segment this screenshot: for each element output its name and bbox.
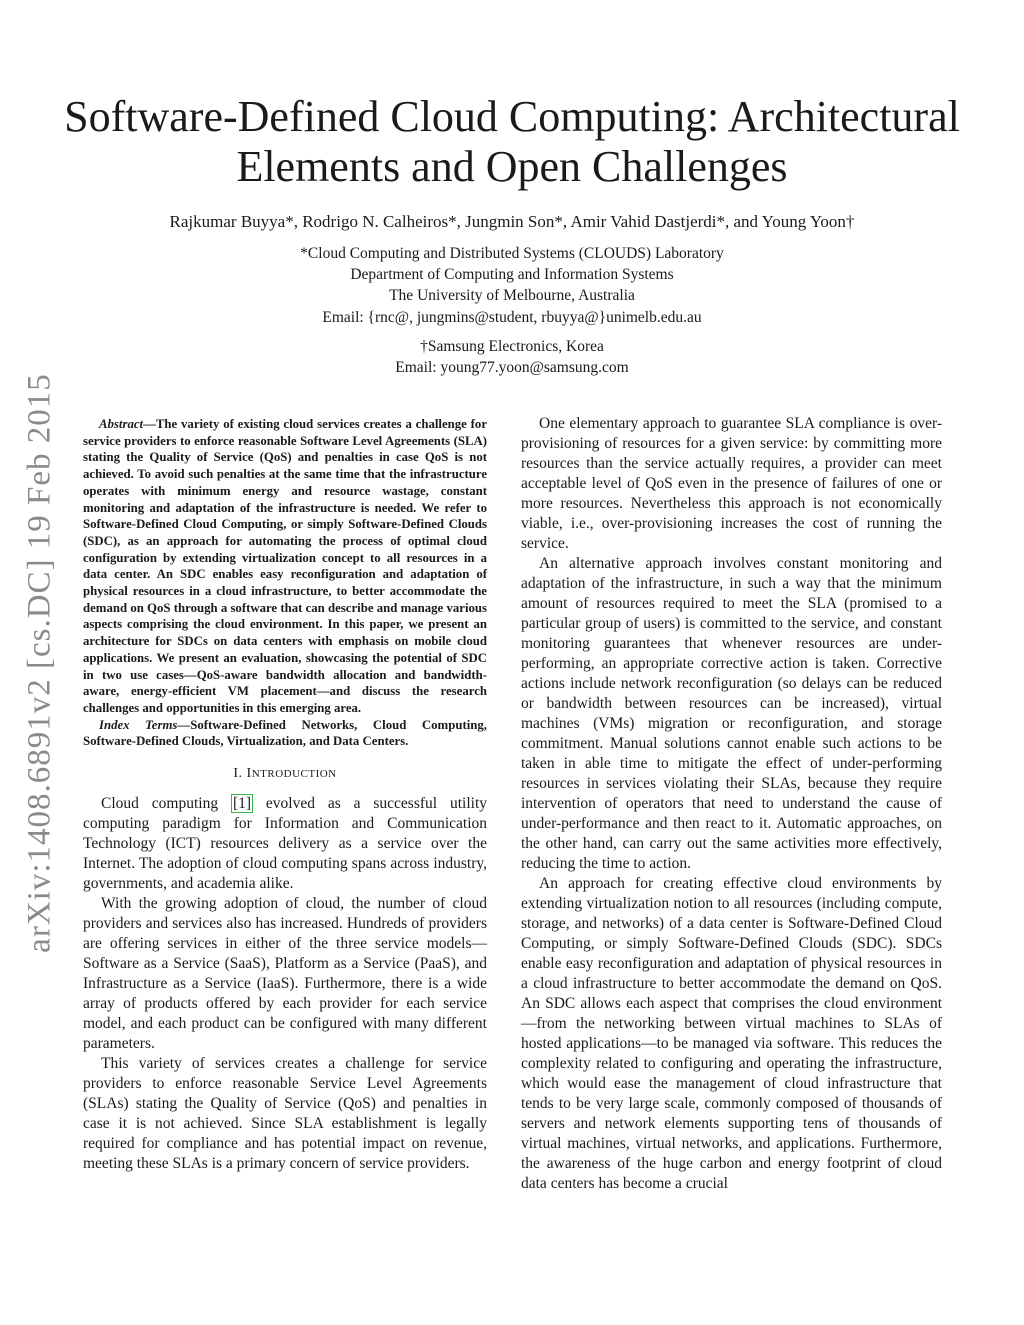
title-line-2: Elements and Open Challenges bbox=[236, 142, 788, 191]
citation-link[interactable]: [1] bbox=[232, 795, 252, 813]
abstract-label: Abstract bbox=[99, 417, 144, 431]
right-paragraph-2: An alternative approach involves constant monitoring and adaptation of the infrastructure, in such a way that the minimum amount of resources required to meet the SLA (promised to a particular group of users) is committed to the service, and constant monitoring guarantees that whenever resources are under-performing, an appropriate corrective action is taken. Corrective actions include network reconfiguration (so delays can be reduced or bandwidth between resources can be increased), virtual machines (VMs) migration or reconfiguration, and storage commitment. Manual solutions cannot enable such actions to be taken in able time to mitigate the effect of under-performing resources in services violating their SLAs, because they require intervention of operators that need to understand the cause of under-performance and then react to it. Automatic approaches, on the other hand, can carry out the same activities more effectively, reducing the time to action. bbox=[521, 555, 942, 872]
affiliation-clouds bbox=[60, 243, 964, 328]
affiliation-company: †Samsung Electronics, Korea bbox=[420, 338, 604, 355]
affiliation-email: Email: {rnc@, jungmins@student, rbuyya@}unimelb.edu.au bbox=[322, 308, 702, 326]
section-first-letter: I bbox=[246, 766, 252, 782]
intro-paragraph-1 bbox=[83, 794, 487, 894]
affiliation-department: Department of Computing and Information Systems bbox=[350, 266, 674, 284]
abstract-text: —The variety of existing cloud services creates a challenge for service providers to enforce reasonable Software Level Agreements (SLA) stating the Quality of Service (QoS) and penalties in case QoS is not achieved. To avoid such penalties at the same time that the infrastructure operates with minimum energy and resource wastage, constant monitoring and adaptation of the infrastructure is needed. We refer to Software-Defined Cloud Computing, or simply Software-Defined Clouds (SDC), as an approach for automating the process of optimal cloud configuration by extending virtualization concept to all resources in a data center. An SDC enables easy reconfiguration and adaptation of physical resources in a cloud infrastructure, to better accommodate the demand on QoS through a software that can describe and manage various aspects comprising the cloud environment. In this paper, we present an architecture for SDCs on data centers with emphasis on mobile cloud applications. We present an evaluation, showcasing the potential of SDC in two use cases—QoS-aware bandwidth allocation and bandwidth-aware, energy-efficient VM placement—and discuss the research challenges and opportunities in this emerging area. bbox=[83, 417, 487, 715]
introduction-body bbox=[83, 794, 487, 1174]
intro-paragraph-2: With the growing adoption of cloud, the number of cloud providers and services also has increased. Hundreds of providers are offering services in either of the three service models—Software as a Service (SaaS), Platform as a Service (PaaS), and Infrastructure as a Service (IaaS). Furthermore, there is a wide array of products offered by each provider for each service model, and each product can be configured with many different parameters. bbox=[83, 895, 487, 1053]
paper-title bbox=[60, 92, 964, 192]
affiliation-samsung-email: Email: young77.yoon@samsung.com bbox=[395, 359, 629, 377]
section-number: I. bbox=[233, 766, 247, 782]
author-list: Rajkumar Buyya*, Rodrigo N. Calheiros*, Jungmin Son*, Amir Vahid Dastjerdi*, and Young Yoon† bbox=[169, 212, 855, 231]
title-line-1: Software-Defined Cloud Computing: Architectural bbox=[64, 92, 960, 141]
index-terms-label: Index Terms bbox=[99, 717, 178, 732]
index-terms-text: —Software-Defined Networks, Cloud Computing, Software-Defined Clouds, Virtualization, and Data Centers. bbox=[83, 717, 487, 749]
abstract bbox=[83, 416, 487, 717]
right-column bbox=[521, 414, 942, 1194]
intro-paragraph-3: This variety of services creates a challenge for service providers to enforce reasonable Service Level Agreements (SLAs) stating the Quality of Service (QoS) and penalties in case it is not achieved. Since SLA establishment is legally required for compliance and has potential impact on revenue, meeting these SLAs is a primary concern of service providers. bbox=[83, 1055, 487, 1173]
index-terms bbox=[83, 717, 487, 750]
section-heading-introduction bbox=[83, 766, 487, 782]
section-title-rest: NTRODUCTION bbox=[251, 768, 337, 781]
left-column bbox=[83, 416, 487, 1174]
right-paragraph-1: One elementary approach to guarantee SLA compliance is over-provisioning of resources for a given service: by committing more resources than the service actually requires, a provider can meet acceptable level of QoS even in the presence of failures of one or more resources. Nevertheless this approach is not economically viable, i.e., over-provisioning increases the cost of running the service. bbox=[521, 415, 942, 552]
affiliation-lab: *Cloud Computing and Distributed Systems (CLOUDS) Laboratory bbox=[300, 245, 724, 262]
affiliation-samsung bbox=[60, 336, 964, 378]
intro-p1-text-b: evolved as a successful utility computing paradigm for Information and Communication Technology (ICT) resources delivery as a service over the Internet. The adoption of cloud computing spans across industry, governments, and academia alike. bbox=[83, 795, 487, 893]
arxiv-identifier: arXiv:1408.6891v2 [cs.DC] 19 Feb 2015 bbox=[21, 373, 58, 953]
right-paragraph-3: An approach for creating effective cloud environments by extending virtualization notion to all resources (including compute, storage, and networks) of a data center is Software-Defined Cloud Computing, or simply Software-Defined Clouds (SDC). SDCs enable easy reconfiguration and adaptation of physical resources in a cloud infrastructure to better accommodate the demand on QoS. An SDC allows each aspect that comprises the cloud environment—from the networking between virtual machines to SLAs of hosted applications—to be managed via software. This reduces the complexity related to configuring and operating the infrastructure, which would ease the management of cloud infrastructure that tends to be very large scale, commonly composed of thousands of servers and network elements supporting tens of thousands of virtual machines, virtual networks, and applications. Furthermore, the awareness of the huge carbon and energy footprint of cloud data centers has become a crucial bbox=[521, 875, 942, 1192]
affiliation-university: The University of Melbourne, Australia bbox=[389, 287, 635, 305]
intro-p1-text-a: Cloud computing bbox=[101, 795, 231, 813]
